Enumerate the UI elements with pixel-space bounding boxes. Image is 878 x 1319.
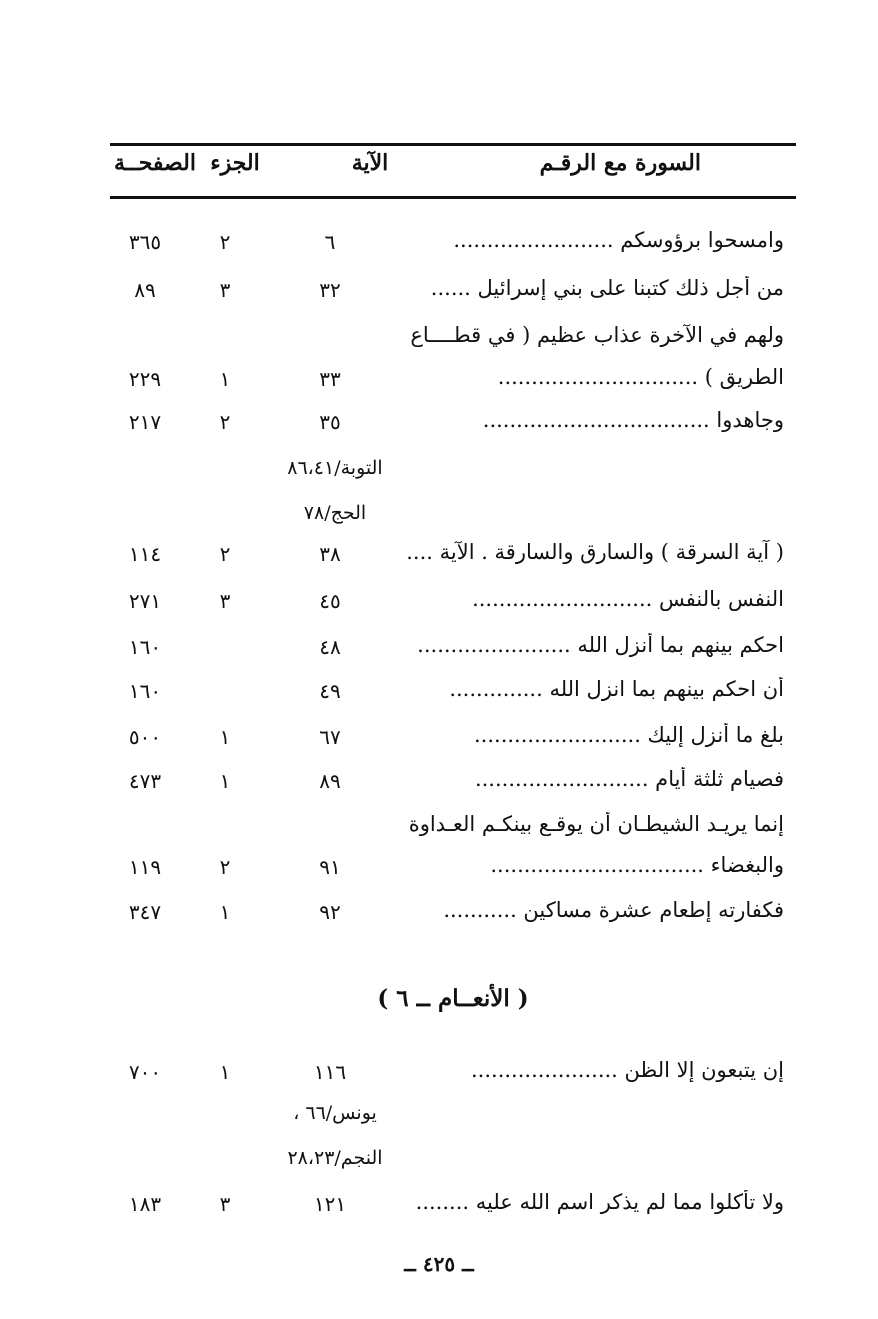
table-row — [110, 633, 796, 677]
row-juz: ٢ — [219, 542, 231, 566]
table-row — [110, 323, 796, 367]
row-text: ( آية السرقة ) والسارق والسارقة . الآية .... — [406, 540, 784, 564]
row-juz: ٢ — [219, 230, 231, 254]
table-row — [110, 500, 796, 544]
row-text: فصيام ثلثة أيام .......................... — [474, 767, 784, 791]
section-title: ( الأنعــام ــ ٦ ) — [377, 985, 529, 1012]
header-surah: السورة مع الرقـم — [539, 150, 701, 176]
row-text: وامسحوا برؤوسكم ........................ — [453, 228, 784, 252]
row-reference: النجم/٢٨،٢٣ — [287, 1147, 383, 1169]
row-juz: ١ — [219, 725, 231, 749]
row-text: النفس بالنفس ........................... — [472, 587, 784, 611]
row-text: بلغ ما أنزل إليك ......................... — [474, 723, 784, 747]
row-aya: ٣٨ — [319, 542, 341, 566]
row-page: ٢٢٩ — [128, 367, 162, 391]
row-text: إنما يريـد الشيطـان أن يوقـع بينكـم العـداوة — [408, 812, 784, 836]
row-aya: ٤٩ — [319, 679, 341, 703]
header-juz: الجزء — [210, 150, 260, 176]
row-juz: ٣ — [219, 278, 231, 302]
row-aya: ٣٣ — [319, 367, 341, 391]
row-aya: ٩١ — [319, 855, 341, 879]
header-bottom-rule — [110, 196, 796, 199]
row-juz: ٣ — [219, 1192, 231, 1216]
row-juz: ٢ — [219, 410, 231, 434]
row-page: ٢١٧ — [128, 410, 162, 434]
table-row — [110, 587, 796, 631]
row-page: ٤٧٣ — [128, 769, 162, 793]
row-page: ١١٤ — [128, 542, 162, 566]
row-text: ولا تأكلوا مما لم يذكر اسم الله عليه ........ — [415, 1190, 784, 1214]
table-header — [110, 146, 796, 196]
table-row — [110, 677, 796, 721]
table-row — [110, 812, 796, 856]
row-page: ٢٧١ — [128, 589, 162, 613]
row-text: أن احكم بينهم بما انزل الله .............. — [449, 677, 784, 701]
row-aya: ١١٦ — [313, 1060, 347, 1084]
row-page: ١٦٠ — [128, 635, 162, 659]
table-row — [110, 853, 796, 897]
table-row — [110, 455, 796, 499]
row-page: ١١٩ — [128, 855, 162, 879]
row-aya: ٦ — [324, 230, 336, 254]
row-aya: ١٢١ — [313, 1192, 347, 1216]
row-text: إن يتبعون إلا الظن ...................... — [471, 1058, 784, 1082]
row-juz: ١ — [219, 900, 231, 924]
row-juz: ١ — [219, 367, 231, 391]
table-row — [110, 276, 796, 320]
header-aya: الآية — [351, 150, 389, 176]
table-row — [110, 723, 796, 767]
row-aya: ٤٨ — [319, 635, 341, 659]
row-text: والبغضاء ................................ — [490, 853, 784, 877]
row-juz: ١ — [219, 1060, 231, 1084]
row-aya: ٩٢ — [319, 900, 341, 924]
page-number: ــ ٤٢٥ ــ — [404, 1252, 474, 1276]
row-page: ٨٩ — [134, 278, 156, 302]
row-page: ٧٠٠ — [128, 1060, 162, 1084]
row-juz: ٣ — [219, 589, 231, 613]
table-row — [110, 365, 796, 409]
row-reference: يونس/٦٦ ، — [293, 1102, 377, 1124]
table-row — [110, 540, 796, 584]
table-row — [110, 1190, 796, 1234]
row-page: ٣٤٧ — [128, 900, 162, 924]
table-row — [110, 408, 796, 452]
row-page: ١٨٣ — [128, 1192, 162, 1216]
header-page: الصفحــة — [114, 150, 196, 176]
row-page: ١٦٠ — [128, 679, 162, 703]
row-reference: الحج/٧٨ — [303, 502, 367, 524]
table-row — [110, 1145, 796, 1189]
row-reference: التوبة/٨٦،٤١ — [287, 457, 383, 479]
row-text: ولهم في الآخرة عذاب عظيم ( في قطــــاع — [410, 323, 784, 347]
table-row — [110, 228, 796, 272]
row-page: ٥٠٠ — [128, 725, 162, 749]
row-text: الطريق ) .............................. — [497, 365, 784, 389]
row-text: من أجل ذلك كتبنا على بني إسرائيل ...... — [430, 276, 784, 300]
table-row — [110, 1100, 796, 1144]
row-page: ٣٦٥ — [128, 230, 162, 254]
row-aya: ٤٥ — [319, 589, 341, 613]
row-aya: ٣٥ — [319, 410, 341, 434]
row-text: وجاهدوا .................................. — [482, 408, 784, 432]
table-row — [110, 898, 796, 942]
row-juz: ٢ — [219, 855, 231, 879]
table-row — [110, 1058, 796, 1102]
row-aya: ٨٩ — [319, 769, 341, 793]
row-text: فكفارته إطعام عشرة مساكين ........... — [443, 898, 784, 922]
row-aya: ٦٧ — [319, 725, 341, 749]
table-row — [110, 767, 796, 811]
row-juz: ١ — [219, 769, 231, 793]
row-text: احكم بينهم بما أنزل الله ....................... — [417, 633, 784, 657]
row-aya: ٣٢ — [319, 278, 341, 302]
